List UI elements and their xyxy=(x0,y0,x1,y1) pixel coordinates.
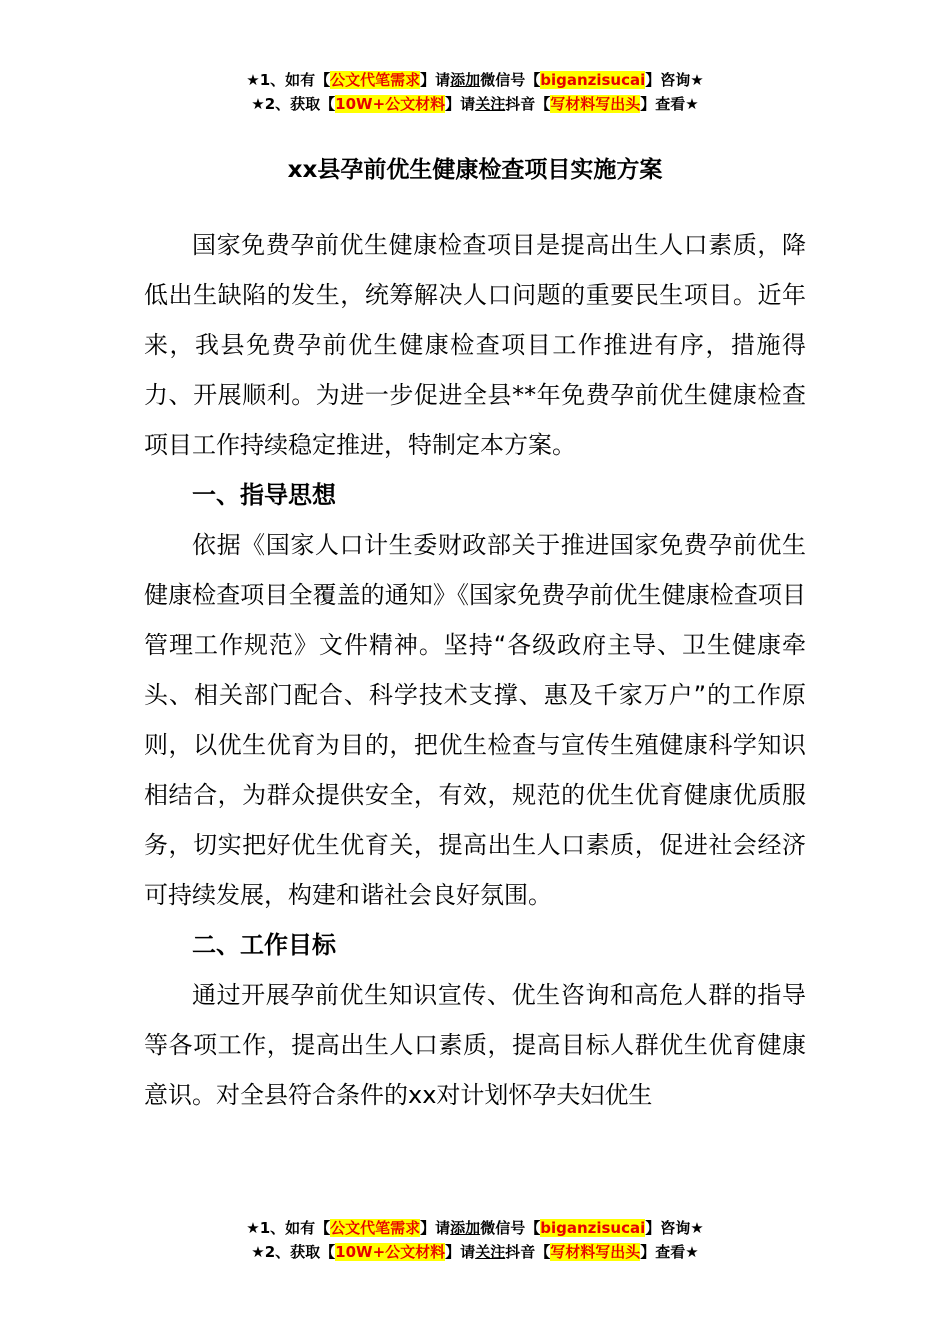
banner-text: 】查看 xyxy=(640,95,686,113)
star-icon: ★ xyxy=(246,71,260,89)
banner-underline: 添加 xyxy=(450,71,481,89)
banner-text: 2、获取【 xyxy=(264,1243,336,1261)
banner-highlight: 公文代笔需求 xyxy=(330,1219,421,1237)
banner-text: 】查看 xyxy=(640,1243,686,1261)
footer-banner xyxy=(0,1216,950,1264)
banner-highlight: biganzisucai xyxy=(540,71,646,89)
section-heading-work-goals: 二、工作目标 xyxy=(192,931,336,959)
banner-line-2 xyxy=(0,92,950,116)
banner-highlight: 10W+公文材料 xyxy=(335,1243,446,1261)
section-heading-guiding-ideology: 一、指导思想 xyxy=(192,481,336,509)
banner-highlight: 10W+公文材料 xyxy=(335,95,446,113)
star-icon: ★ xyxy=(685,1243,699,1261)
banner-underline: 添加 xyxy=(450,1219,481,1237)
banner-highlight: biganzisucai xyxy=(540,1219,646,1237)
banner-text: 】请 xyxy=(445,95,476,113)
star-icon: ★ xyxy=(685,95,699,113)
banner-line-1 xyxy=(0,68,950,92)
banner-highlight: 写材料写出头 xyxy=(550,1243,641,1261)
banner-text: 】咨询 xyxy=(645,1219,691,1237)
star-icon: ★ xyxy=(246,1219,260,1237)
banner-text: 微信号【 xyxy=(480,71,541,89)
banner-text: 抖音【 xyxy=(505,1243,551,1261)
banner-text: 抖音【 xyxy=(505,95,551,113)
banner-text: 】请 xyxy=(445,1243,476,1261)
banner-text: 】请 xyxy=(420,71,451,89)
header-banner xyxy=(0,68,950,116)
banner-underline: 关注 xyxy=(475,95,506,113)
banner-text: 微信号【 xyxy=(480,1219,541,1237)
banner-underline: 关注 xyxy=(475,1243,506,1261)
document-body xyxy=(144,220,806,1120)
banner-text: 2、获取【 xyxy=(264,95,336,113)
star-icon: ★ xyxy=(690,1219,704,1237)
banner-text: 1、如有【 xyxy=(259,71,331,89)
banner-highlight: 写材料写出头 xyxy=(550,95,641,113)
section-paragraph-guiding-ideology: 依据《国家人口计生委财政部关于推进国家免费孕前优生健康检查项目全覆盖的通知》《国家免费孕前优生健康检查项目管理工作规范》文件精神。坚持“各级政府主导、卫生健康牵头、相关部门配合、科学技术支撑、惠及千家万户”的工作原则，以优生优育为目的，把优生检查与宣传生殖健康科学知识相结合，为群众提供安全，有效，规范的优生优育健康优质服务，切实把好优生优育关，提高出生人口素质，促进社会经济可持续发展，构建和谐社会良好氛围。 xyxy=(144,531,806,909)
star-icon: ★ xyxy=(251,95,265,113)
banner-highlight: 公文代笔需求 xyxy=(330,71,421,89)
banner-text: 1、如有【 xyxy=(259,1219,331,1237)
document-title: xx县孕前优生健康检查项目实施方案 xyxy=(287,157,663,183)
star-icon: ★ xyxy=(251,1243,265,1261)
intro-paragraph: 国家免费孕前优生健康检查项目是提高出生人口素质，降低出生缺陷的发生，统筹解决人口问题的重要民生项目。近年来，我县免费孕前优生健康检查项目工作推进有序，措施得力、开展顺利。为进一步促进全县**年免费孕前优生健康检查项目工作持续稳定推进，特制定本方案。 xyxy=(144,231,806,459)
banner-text: 】请 xyxy=(420,1219,451,1237)
banner-line-2 xyxy=(0,1240,950,1264)
banner-line-1 xyxy=(0,1216,950,1240)
banner-text: 】咨询 xyxy=(645,71,691,89)
section-paragraph-work-goals: 通过开展孕前优生知识宣传、优生咨询和高危人群的指导等各项工作，提高出生人口素质，提高目标人群优生优育健康意识。对全县符合条件的xx对计划怀孕夫妇优生 xyxy=(144,981,806,1109)
star-icon: ★ xyxy=(690,71,704,89)
